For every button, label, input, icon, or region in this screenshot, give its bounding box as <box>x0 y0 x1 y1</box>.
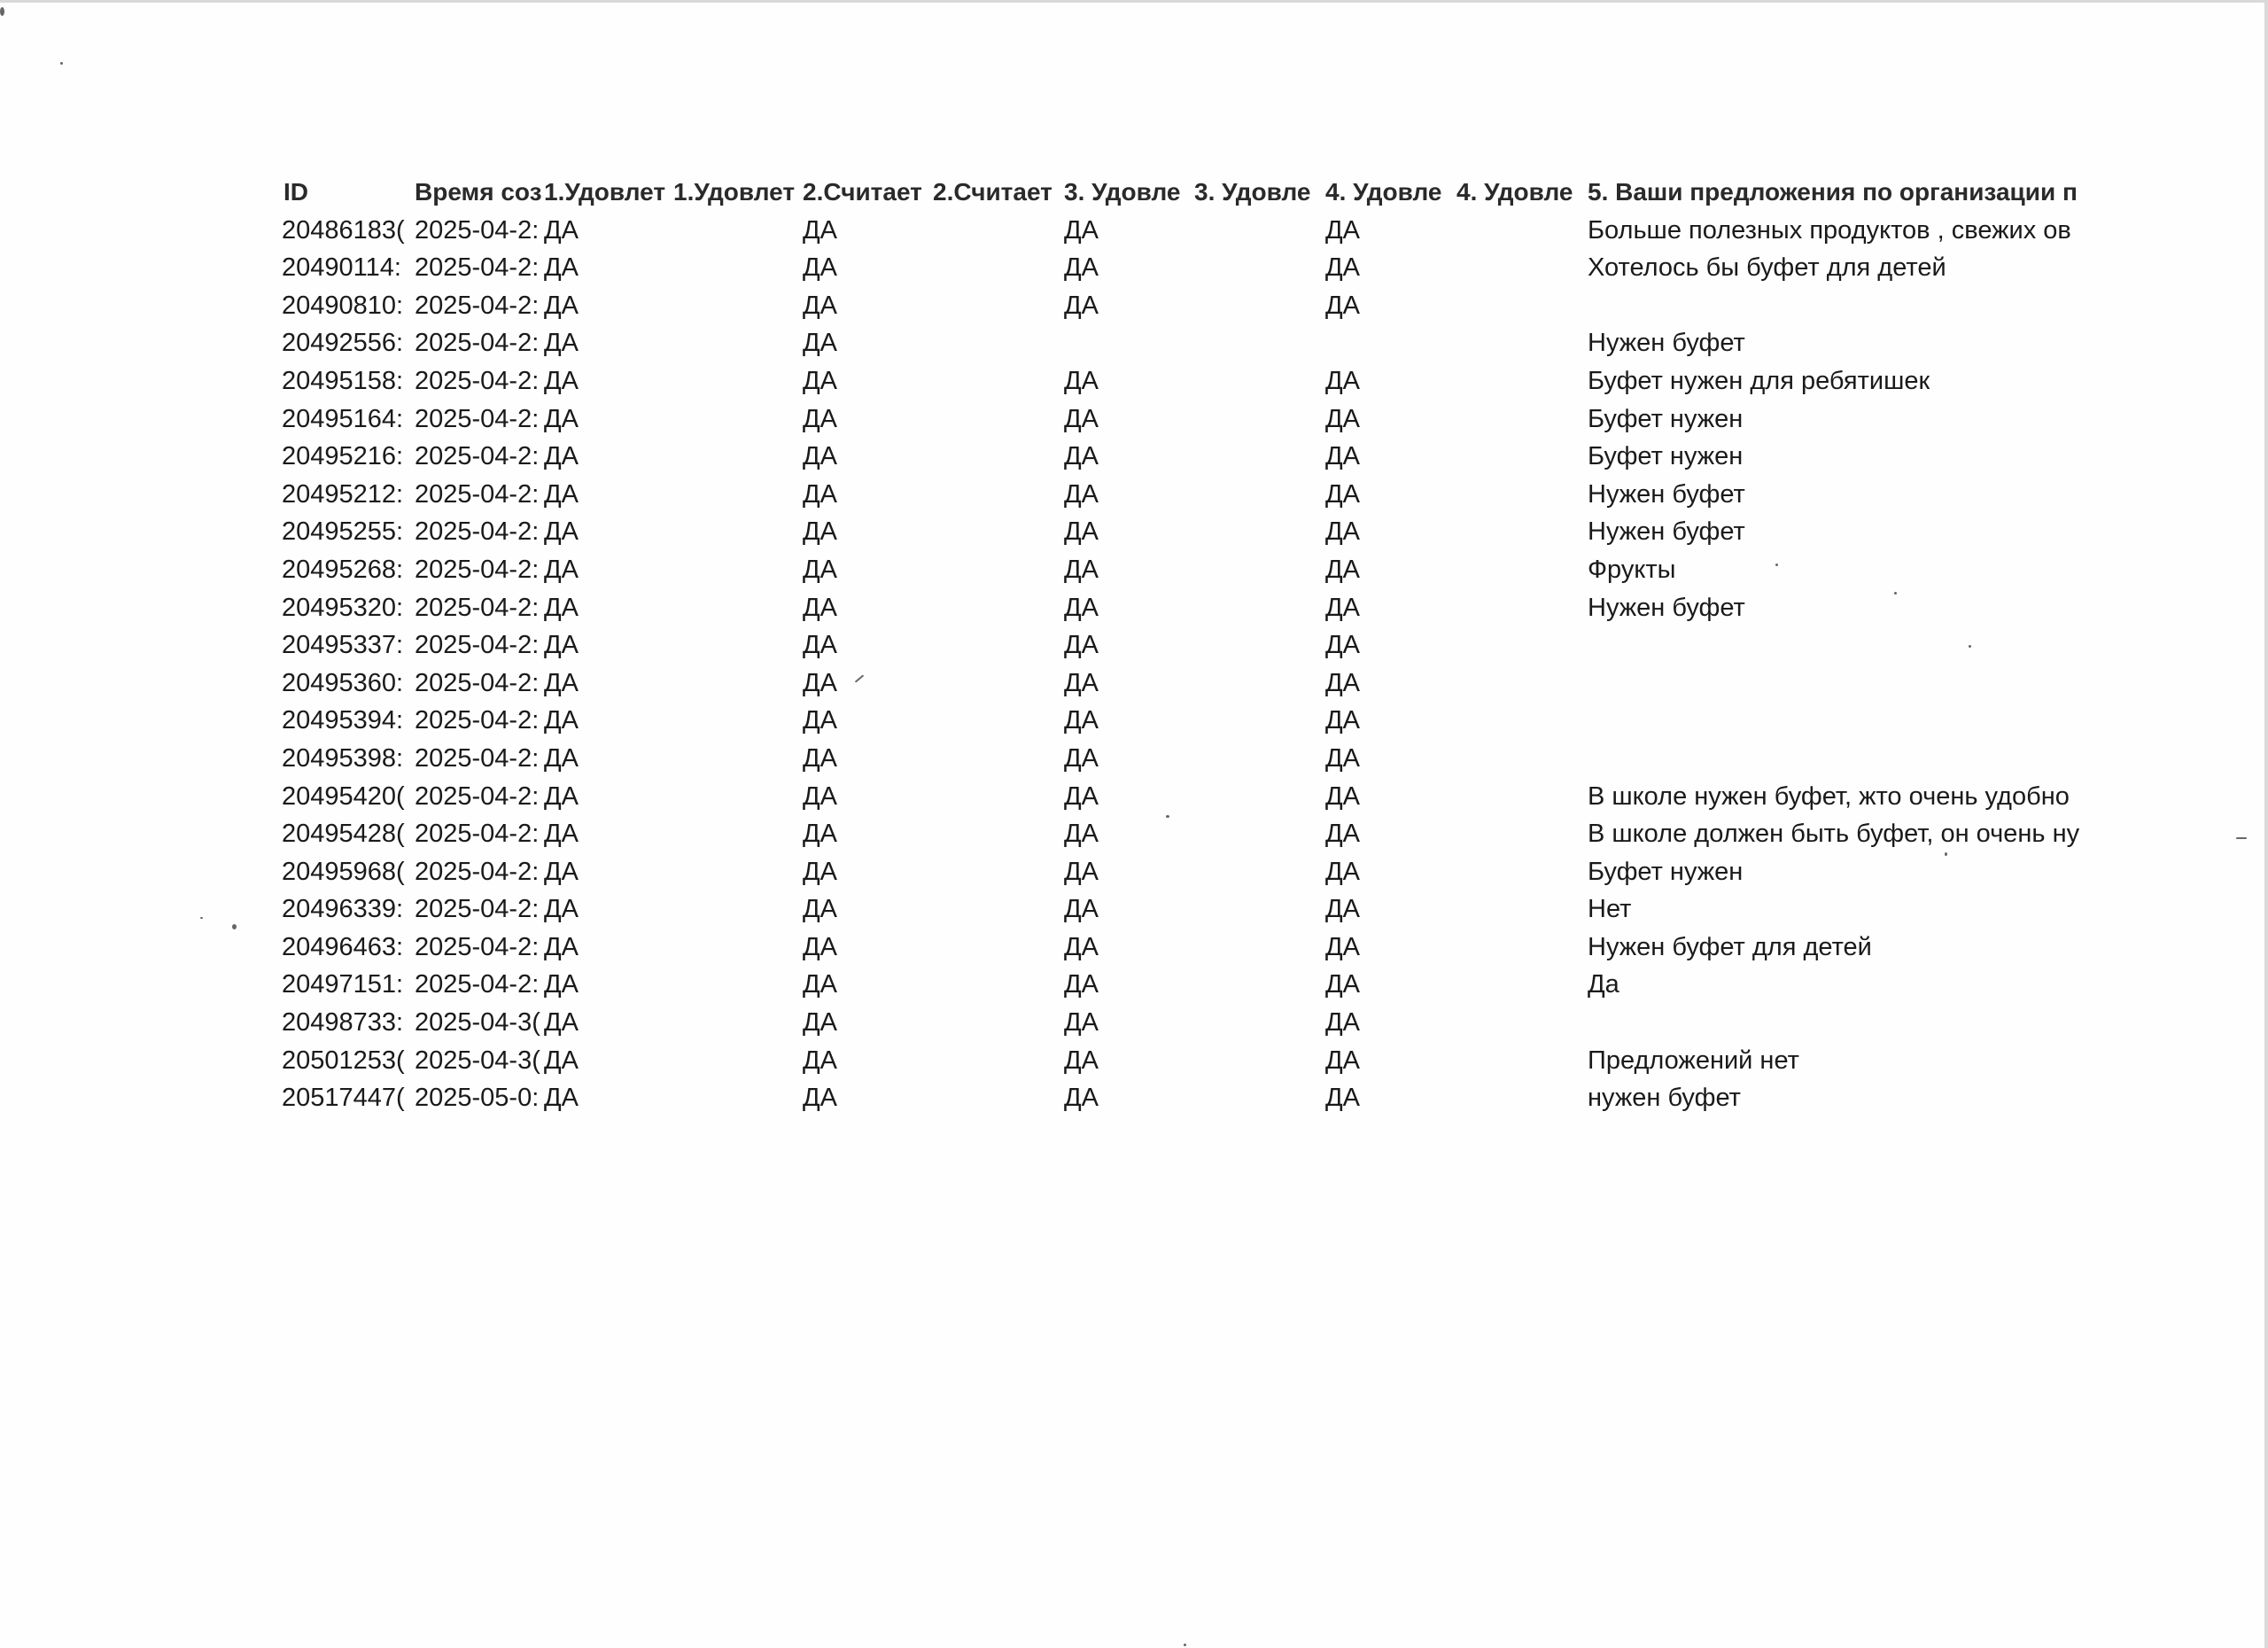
cell-time: 2025-04-2: <box>415 442 540 471</box>
cell-q5-suggestion <box>1588 1004 2117 1042</box>
cell-q3-answer: ДА <box>1064 404 1099 433</box>
cell-id: 20496463: <box>282 932 404 961</box>
cell-q3-answer: ДА <box>1064 1084 1099 1113</box>
cell-id: 20486183( <box>282 215 405 245</box>
cell-q2-answer: ДА <box>803 479 837 509</box>
cell-q2-answer: ДА <box>803 631 837 660</box>
cell-q4-answer: ДА <box>1325 1084 1360 1113</box>
cell-q4-answer: ДА <box>1325 593 1360 622</box>
cell-id: 20495360: <box>282 668 404 697</box>
cell-q2-answer: ДА <box>803 555 837 584</box>
cell-id: 20492556: <box>282 329 404 358</box>
cell-id: 20517447( <box>282 1084 405 1113</box>
cell-time: 2025-04-2: <box>415 932 540 961</box>
header-q2a: 2.Считает <box>803 178 922 206</box>
cell-time: 2025-04-2: <box>415 291 540 320</box>
cell-q5-suggestion: Нужен буфет <box>1588 329 1745 358</box>
cell-q5-suggestion: нужен буфет <box>1588 1084 1741 1113</box>
cell-id: 20495394: <box>282 706 404 735</box>
cell-q4-answer: ДА <box>1325 970 1360 999</box>
cell-q1-answer: ДА <box>544 593 579 622</box>
cell-q3-answer: ДА <box>1064 743 1099 773</box>
cell-id: 20490810: <box>282 291 404 320</box>
cell-time: 2025-04-3( <box>415 1046 540 1075</box>
header-q3a: 3. Удовле <box>1064 178 1181 206</box>
table-row <box>282 287 2117 325</box>
survey-results-table <box>282 174 2117 1117</box>
cell-q3-answer: ДА <box>1064 781 1099 811</box>
scan-speck <box>0 7 4 16</box>
cell-q2-answer: ДА <box>803 706 837 735</box>
cell-q2-answer: ДА <box>803 932 837 961</box>
cell-q4-answer: ДА <box>1325 895 1360 924</box>
cell-time: 2025-04-2: <box>415 253 540 283</box>
cell-time: 2025-04-2: <box>415 517 540 547</box>
cell-id: 20495164: <box>282 404 404 433</box>
cell-q5-suggestion: В школе нужен буфет, жто очень удобно <box>1588 781 2070 811</box>
scan-speck <box>2236 837 2247 839</box>
cell-q2-answer: ДА <box>803 404 837 433</box>
table-row <box>282 212 2117 250</box>
table-row <box>282 966 2117 1004</box>
cell-q3-answer: ДА <box>1064 1046 1099 1075</box>
cell-q2-answer: ДА <box>803 781 837 811</box>
header-q4b: 4. Удовле <box>1456 178 1573 206</box>
cell-q5-suggestion: Нужен буфет <box>1588 593 1745 622</box>
table-row <box>282 702 2117 740</box>
cell-q3-answer: ДА <box>1064 366 1099 395</box>
cell-q5-suggestion: Хотелось бы буфет для детей <box>1588 253 1946 283</box>
cell-time: 2025-04-2: <box>415 593 540 622</box>
cell-q5-suggestion <box>1588 740 2117 778</box>
cell-q5-suggestion: Нужен буфет для детей <box>1588 932 1872 961</box>
table-row <box>282 1079 2117 1117</box>
cell-id: 20495212: <box>282 479 404 509</box>
cell-q1-answer: ДА <box>544 781 579 811</box>
cell-q2-answer: ДА <box>803 1008 837 1038</box>
scan-edge-top <box>0 0 2268 3</box>
header-row <box>282 174 2117 212</box>
table-row <box>282 476 2117 514</box>
cell-q4-answer: ДА <box>1325 932 1360 961</box>
table-row <box>282 1004 2117 1042</box>
cell-q2-answer: ДА <box>803 291 837 320</box>
cell-q4-answer: ДА <box>1325 1008 1360 1038</box>
cell-q5-suggestion <box>1588 626 2117 665</box>
cell-id: 20495968( <box>282 857 405 886</box>
cell-q5-suggestion <box>1588 287 2117 325</box>
cell-q4-answer: ДА <box>1325 857 1360 886</box>
cell-q1-answer: ДА <box>544 820 579 849</box>
header-q2b: 2.Считает <box>933 178 1052 206</box>
cell-q2-answer: ДА <box>803 517 837 547</box>
cell-q1-answer: ДА <box>544 932 579 961</box>
cell-q2-answer: ДА <box>803 1084 837 1113</box>
cell-time: 2025-04-3( <box>415 1008 540 1038</box>
header-q3b: 3. Удовле <box>1194 178 1311 206</box>
cell-id: 20495398: <box>282 743 404 773</box>
cell-q5-suggestion: Да <box>1588 970 1619 999</box>
cell-q2-answer: ДА <box>803 215 837 245</box>
cell-q5-suggestion: Нужен буфет <box>1588 479 1745 509</box>
cell-q3-answer: ДА <box>1064 1008 1099 1038</box>
header-id: ID <box>284 178 308 206</box>
cell-q3-answer: ДА <box>1064 253 1099 283</box>
cell-q3-answer: ДА <box>1064 932 1099 961</box>
cell-q4-answer: ДА <box>1325 668 1360 697</box>
cell-q2-answer: ДА <box>803 743 837 773</box>
cell-q2-answer: ДА <box>803 442 837 471</box>
cell-time: 2025-04-2: <box>415 743 540 773</box>
cell-q4-answer: ДА <box>1325 517 1360 547</box>
cell-q4-answer: ДА <box>1325 215 1360 245</box>
cell-q5-suggestion: Больше полезных продуктов , свежих ов <box>1588 215 2071 245</box>
cell-q3-answer <box>1064 324 1194 362</box>
cell-q5-suggestion: Буфет нужен для ребятишек <box>1588 366 1930 395</box>
cell-id: 20495320: <box>282 593 404 622</box>
cell-q1-answer: ДА <box>544 479 579 509</box>
table-row <box>282 890 2117 929</box>
table-row <box>282 626 2117 665</box>
scan-speck <box>232 924 237 929</box>
table-row <box>282 400 2117 439</box>
cell-id: 20495428( <box>282 820 405 849</box>
cell-q1-answer: ДА <box>544 366 579 395</box>
cell-q2-answer: ДА <box>803 366 837 395</box>
cell-time: 2025-04-2: <box>415 857 540 886</box>
cell-q1-answer: ДА <box>544 1084 579 1113</box>
cell-q1-answer: ДА <box>544 970 579 999</box>
table-row <box>282 438 2117 476</box>
table-row <box>282 929 2117 967</box>
cell-time: 2025-04-2: <box>415 706 540 735</box>
table-row <box>282 778 2117 816</box>
table-row <box>282 1042 2117 1080</box>
scan-speck <box>1184 1644 1186 1646</box>
cell-q4-answer: ДА <box>1325 555 1360 584</box>
table-row <box>282 513 2117 551</box>
cell-q4-answer: ДА <box>1325 743 1360 773</box>
cell-q4-answer: ДА <box>1325 253 1360 283</box>
cell-q4-answer: ДА <box>1325 706 1360 735</box>
cell-q1-answer: ДА <box>544 329 579 358</box>
cell-time: 2025-04-2: <box>415 820 540 849</box>
cell-q3-answer: ДА <box>1064 555 1099 584</box>
cell-q1-answer: ДА <box>544 555 579 584</box>
cell-q5-suggestion: Буфет нужен <box>1588 404 1744 433</box>
cell-time: 2025-04-2: <box>415 366 540 395</box>
cell-q2-answer: ДА <box>803 820 837 849</box>
table-row <box>282 665 2117 703</box>
cell-time: 2025-04-2: <box>415 631 540 660</box>
scan-speck <box>200 917 203 919</box>
table-row <box>282 249 2117 287</box>
cell-id: 20498733: <box>282 1008 404 1038</box>
cell-id: 20497151: <box>282 970 404 999</box>
header-time: Время соз <box>415 178 542 206</box>
cell-q4-answer: ДА <box>1325 1046 1360 1075</box>
header-q4a: 4. Удовле <box>1325 178 1442 206</box>
cell-q4-answer: ДА <box>1325 366 1360 395</box>
table-row <box>282 740 2117 778</box>
cell-q5-suggestion: Буфет нужен <box>1588 442 1744 471</box>
cell-q5-suggestion: В школе должен быть буфет, он очень ну <box>1588 820 2080 849</box>
cell-time: 2025-04-2: <box>415 970 540 999</box>
cell-q4-answer: ДА <box>1325 404 1360 433</box>
table-row <box>282 551 2117 589</box>
cell-q1-answer: ДА <box>544 857 579 886</box>
cell-q3-answer: ДА <box>1064 970 1099 999</box>
cell-q1-answer: ДА <box>544 253 579 283</box>
table-row <box>282 362 2117 400</box>
cell-q1-answer: ДА <box>544 517 579 547</box>
cell-q1-answer: ДА <box>544 631 579 660</box>
scan-speck <box>60 62 63 65</box>
cell-q1-answer: ДА <box>544 895 579 924</box>
cell-q1-answer: ДА <box>544 1008 579 1038</box>
cell-time: 2025-04-2: <box>415 404 540 433</box>
cell-q1-answer: ДА <box>544 291 579 320</box>
cell-q1-answer: ДА <box>544 404 579 433</box>
cell-q4-answer: ДА <box>1325 820 1360 849</box>
cell-q2-answer: ДА <box>803 857 837 886</box>
cell-q2-answer: ДА <box>803 970 837 999</box>
cell-q3-answer: ДА <box>1064 517 1099 547</box>
cell-q5-suggestion: Нужен буфет <box>1588 517 1745 547</box>
cell-time: 2025-04-2: <box>415 479 540 509</box>
cell-time: 2025-04-2: <box>415 781 540 811</box>
cell-q4-answer <box>1325 324 1456 362</box>
cell-id: 20495268: <box>282 555 404 584</box>
cell-time: 2025-05-0: <box>415 1084 540 1113</box>
cell-q3-answer: ДА <box>1064 820 1099 849</box>
table-row <box>282 324 2117 362</box>
cell-q3-answer: ДА <box>1064 857 1099 886</box>
cell-q3-answer: ДА <box>1064 479 1099 509</box>
cell-q3-answer: ДА <box>1064 668 1099 697</box>
cell-q5-suggestion <box>1588 665 2117 703</box>
cell-q1-answer: ДА <box>544 743 579 773</box>
cell-time: 2025-04-2: <box>415 329 540 358</box>
cell-q4-answer: ДА <box>1325 442 1360 471</box>
cell-q2-answer: ДА <box>803 668 837 697</box>
cell-id: 20495216: <box>282 442 404 471</box>
cell-q3-answer: ДА <box>1064 706 1099 735</box>
cell-q1-answer: ДА <box>544 706 579 735</box>
cell-id: 20496339: <box>282 895 404 924</box>
cell-q3-answer: ДА <box>1064 442 1099 471</box>
cell-q2-answer: ДА <box>803 1046 837 1075</box>
cell-q1-answer: ДА <box>544 215 579 245</box>
cell-q5-suggestion <box>1588 702 2117 740</box>
cell-id: 20495255: <box>282 517 404 547</box>
cell-q1-answer: ДА <box>544 668 579 697</box>
cell-q4-answer: ДА <box>1325 631 1360 660</box>
cell-q5-suggestion: Нет <box>1588 895 1632 924</box>
cell-q4-answer: ДА <box>1325 781 1360 811</box>
cell-q4-answer: ДА <box>1325 291 1360 320</box>
header-q1a: 1.Удовлет <box>544 178 666 206</box>
cell-q3-answer: ДА <box>1064 593 1099 622</box>
header-q5: 5. Ваши предложения по организации п <box>1588 178 2078 206</box>
table-row <box>282 589 2117 627</box>
cell-q5-suggestion: Буфет нужен <box>1588 857 1744 886</box>
cell-id: 20495337: <box>282 631 404 660</box>
cell-q5-suggestion: Фрукты <box>1588 555 1676 584</box>
cell-id: 20501253( <box>282 1046 405 1075</box>
cell-q3-answer: ДА <box>1064 291 1099 320</box>
cell-q3-answer: ДА <box>1064 215 1099 245</box>
cell-q1-answer: ДА <box>544 1046 579 1075</box>
scan-edge-right <box>2264 0 2268 1648</box>
cell-time: 2025-04-2: <box>415 668 540 697</box>
cell-time: 2025-04-2: <box>415 215 540 245</box>
cell-q1-answer: ДА <box>544 442 579 471</box>
cell-q4-answer: ДА <box>1325 479 1360 509</box>
cell-q2-answer: ДА <box>803 895 837 924</box>
cell-time: 2025-04-2: <box>415 555 540 584</box>
cell-q2-answer: ДА <box>803 253 837 283</box>
cell-id: 20495420( <box>282 781 405 811</box>
cell-q2-answer: ДА <box>803 329 837 358</box>
cell-q2-answer: ДА <box>803 593 837 622</box>
cell-id: 20490114: <box>282 253 401 283</box>
cell-time: 2025-04-2: <box>415 895 540 924</box>
cell-q5-suggestion: Предложений нет <box>1588 1046 1799 1075</box>
header-q1b: 1.Удовлет <box>673 178 796 206</box>
table-row <box>282 815 2117 853</box>
table-row <box>282 853 2117 891</box>
cell-q3-answer: ДА <box>1064 631 1099 660</box>
cell-id: 20495158: <box>282 366 404 395</box>
cell-q3-answer: ДА <box>1064 895 1099 924</box>
